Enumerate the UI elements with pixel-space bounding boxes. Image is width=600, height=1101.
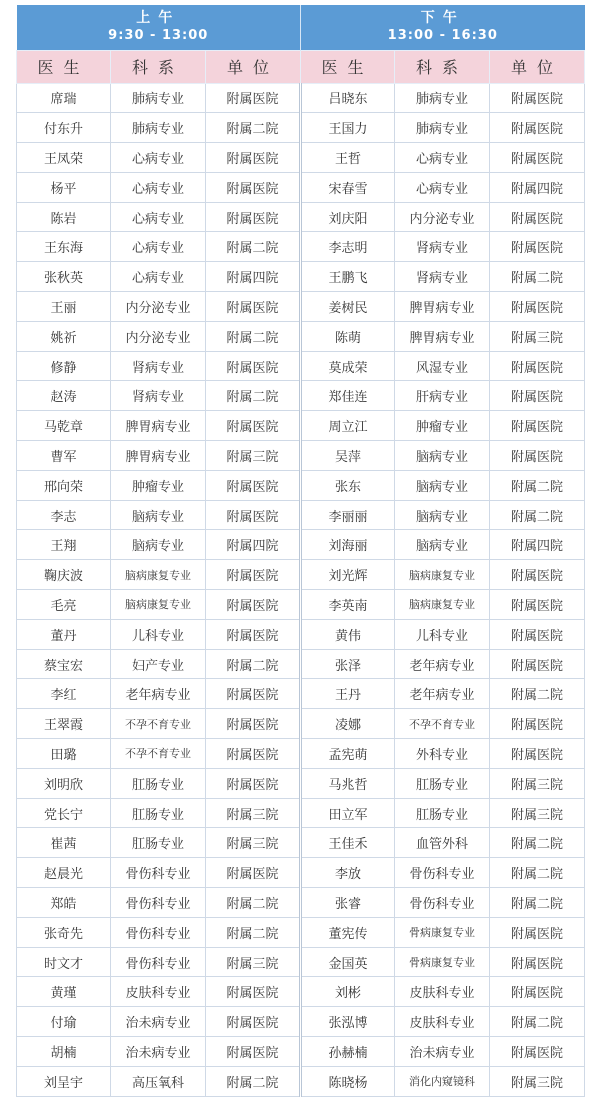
afternoon-department-cell: 肾病专业 xyxy=(395,262,490,292)
morning-department-cell: 肺病专业 xyxy=(111,83,206,113)
afternoon-hospital-cell: 附属四院 xyxy=(490,530,585,560)
afternoon-doctor-cell: 陈晓杨 xyxy=(301,1066,395,1096)
afternoon-hospital-cell: 附属三院 xyxy=(490,1066,585,1096)
morning-hospital-cell: 附属医院 xyxy=(206,83,301,113)
table-row xyxy=(17,828,585,858)
table-row xyxy=(17,411,585,441)
table-row xyxy=(17,1037,585,1067)
afternoon-department-cell: 脑病专业 xyxy=(395,470,490,500)
afternoon-hospital-cell: 附属二院 xyxy=(490,888,585,918)
afternoon-hospital-cell: 附属医院 xyxy=(490,619,585,649)
morning-doctor-cell: 王东海 xyxy=(17,232,111,262)
morning-department-cell: 老年病专业 xyxy=(111,679,206,709)
afternoon-department-cell: 肛肠专业 xyxy=(395,768,490,798)
table-row xyxy=(17,172,585,202)
morning-doctor-cell: 付瑜 xyxy=(17,1007,111,1037)
morning-hospital-cell: 附属四院 xyxy=(206,262,301,292)
afternoon-department-cell: 脾胃病专业 xyxy=(395,292,490,322)
afternoon-doctor-cell: 李英南 xyxy=(301,590,395,620)
afternoon-doctor-cell: 张泽 xyxy=(301,649,395,679)
morning-department-cell: 心病专业 xyxy=(111,232,206,262)
morning-doctor-cell: 席瑞 xyxy=(17,83,111,113)
afternoon-department-cell: 老年病专业 xyxy=(395,679,490,709)
morning-department-cell: 骨伤科专业 xyxy=(111,888,206,918)
morning-doctor-cell: 刘呈宇 xyxy=(17,1066,111,1096)
morning-doctor-cell: 邢向荣 xyxy=(17,470,111,500)
table-row xyxy=(17,858,585,888)
morning-period-header xyxy=(17,5,301,50)
afternoon-department-cell: 肾病专业 xyxy=(395,232,490,262)
afternoon-doctor-cell: 李志明 xyxy=(301,232,395,262)
morning-hospital-cell: 附属二院 xyxy=(206,1066,301,1096)
afternoon-hospital-cell: 附属医院 xyxy=(490,709,585,739)
afternoon-doctor-cell: 刘庆阳 xyxy=(301,202,395,232)
table-row xyxy=(17,739,585,769)
column-header-doctor: 医生 xyxy=(301,50,395,83)
morning-doctor-cell: 黄瑾 xyxy=(17,977,111,1007)
morning-doctor-cell: 董丹 xyxy=(17,619,111,649)
afternoon-department-cell: 脑病康复专业 xyxy=(395,560,490,590)
morning-hospital-cell: 附属医院 xyxy=(206,172,301,202)
morning-doctor-cell: 王翠霞 xyxy=(17,709,111,739)
table-row xyxy=(17,202,585,232)
morning-department-cell: 心病专业 xyxy=(111,172,206,202)
afternoon-doctor-cell: 李放 xyxy=(301,858,395,888)
table-row xyxy=(17,500,585,530)
afternoon-hospital-cell: 附属医院 xyxy=(490,351,585,381)
afternoon-doctor-cell: 王鹏飞 xyxy=(301,262,395,292)
afternoon-doctor-cell: 吕晓东 xyxy=(301,83,395,113)
morning-department-cell: 皮肤科专业 xyxy=(111,977,206,1007)
morning-doctor-cell: 赵晨光 xyxy=(17,858,111,888)
morning-department-cell: 不孕不育专业 xyxy=(111,739,206,769)
column-header-doctor: 医生 xyxy=(17,50,111,83)
afternoon-hospital-cell: 附属医院 xyxy=(490,917,585,947)
afternoon-doctor-cell: 莫成荣 xyxy=(301,351,395,381)
afternoon-hospital-cell: 附属医院 xyxy=(490,441,585,471)
morning-department-cell: 脑病专业 xyxy=(111,530,206,560)
morning-department-cell: 肺病专业 xyxy=(111,113,206,143)
morning-doctor-cell: 蔡宝宏 xyxy=(17,649,111,679)
morning-doctor-cell: 张奇先 xyxy=(17,917,111,947)
morning-hospital-cell: 附属三院 xyxy=(206,441,301,471)
morning-doctor-cell: 杨平 xyxy=(17,172,111,202)
morning-department-cell: 治未病专业 xyxy=(111,1007,206,1037)
afternoon-hospital-cell: 附属医院 xyxy=(490,560,585,590)
table-row xyxy=(17,977,585,1007)
afternoon-doctor-cell: 郑佳连 xyxy=(301,381,395,411)
afternoon-doctor-cell: 凌娜 xyxy=(301,709,395,739)
morning-department-cell: 高压氧科 xyxy=(111,1066,206,1096)
morning-hospital-cell: 附属医院 xyxy=(206,500,301,530)
afternoon-doctor-cell: 刘彬 xyxy=(301,977,395,1007)
morning-department-cell: 心病专业 xyxy=(111,262,206,292)
afternoon-time: 13:00 - 16:30 xyxy=(387,28,498,44)
table-row xyxy=(17,888,585,918)
morning-hospital-cell: 附属二院 xyxy=(206,917,301,947)
morning-department-cell: 脾胃病专业 xyxy=(111,441,206,471)
table-row xyxy=(17,560,585,590)
morning-department-cell: 肾病专业 xyxy=(111,351,206,381)
morning-department-cell: 脑病康复专业 xyxy=(111,560,206,590)
table-row xyxy=(17,1066,585,1096)
table-row xyxy=(17,262,585,292)
afternoon-doctor-cell: 田立军 xyxy=(301,798,395,828)
afternoon-doctor-cell: 黄伟 xyxy=(301,619,395,649)
afternoon-department-cell: 骨病康复专业 xyxy=(395,947,490,977)
afternoon-doctor-cell: 姜树民 xyxy=(301,292,395,322)
morning-hospital-cell: 附属医院 xyxy=(206,1037,301,1067)
afternoon-department-cell: 皮肤科专业 xyxy=(395,977,490,1007)
clinic-schedule-table xyxy=(16,5,585,1097)
afternoon-department-cell: 消化内窥镜科 xyxy=(395,1066,490,1096)
afternoon-department-cell: 皮肤科专业 xyxy=(395,1007,490,1037)
morning-doctor-cell: 马乾章 xyxy=(17,411,111,441)
afternoon-department-cell: 脑病专业 xyxy=(395,441,490,471)
schedule-body xyxy=(17,83,585,1096)
afternoon-department-cell: 儿科专业 xyxy=(395,619,490,649)
table-row xyxy=(17,470,585,500)
column-header-hospital: 单位 xyxy=(206,50,301,83)
table-row xyxy=(17,83,585,113)
morning-hospital-cell: 附属二院 xyxy=(206,321,301,351)
afternoon-hospital-cell: 附属三院 xyxy=(490,321,585,351)
afternoon-hospital-cell: 附属医院 xyxy=(490,1037,585,1067)
morning-doctor-cell: 张秋英 xyxy=(17,262,111,292)
morning-doctor-cell: 毛亮 xyxy=(17,590,111,620)
morning-hospital-cell: 附属医院 xyxy=(206,679,301,709)
morning-hospital-cell: 附属医院 xyxy=(206,202,301,232)
afternoon-doctor-cell: 王佳禾 xyxy=(301,828,395,858)
afternoon-doctor-cell: 马兆哲 xyxy=(301,768,395,798)
morning-hospital-cell: 附属四院 xyxy=(206,530,301,560)
morning-department-cell: 脾胃病专业 xyxy=(111,411,206,441)
afternoon-department-cell: 内分泌专业 xyxy=(395,202,490,232)
morning-doctor-cell: 陈岩 xyxy=(17,202,111,232)
morning-time: 9:30 - 13:00 xyxy=(108,28,209,44)
morning-department-cell: 肛肠专业 xyxy=(111,828,206,858)
afternoon-department-cell: 肿瘤专业 xyxy=(395,411,490,441)
morning-hospital-cell: 附属医院 xyxy=(206,709,301,739)
morning-hospital-cell: 附属医院 xyxy=(206,977,301,1007)
afternoon-hospital-cell: 附属二院 xyxy=(490,679,585,709)
afternoon-hospital-cell: 附属医院 xyxy=(490,590,585,620)
morning-hospital-cell: 附属医院 xyxy=(206,858,301,888)
afternoon-department-cell: 治未病专业 xyxy=(395,1037,490,1067)
column-header-department: 科系 xyxy=(111,50,206,83)
morning-doctor-cell: 赵涛 xyxy=(17,381,111,411)
morning-hospital-cell: 附属医院 xyxy=(206,768,301,798)
afternoon-hospital-cell: 附属二院 xyxy=(490,828,585,858)
morning-doctor-cell: 鞠庆波 xyxy=(17,560,111,590)
table-row xyxy=(17,679,585,709)
afternoon-hospital-cell: 附属医院 xyxy=(490,649,585,679)
afternoon-doctor-cell: 金国英 xyxy=(301,947,395,977)
morning-doctor-cell: 田璐 xyxy=(17,739,111,769)
afternoon-hospital-cell: 附属二院 xyxy=(490,470,585,500)
afternoon-hospital-cell: 附属医院 xyxy=(490,947,585,977)
afternoon-hospital-cell: 附属医院 xyxy=(490,292,585,322)
table-row xyxy=(17,381,585,411)
morning-hospital-cell: 附属医院 xyxy=(206,560,301,590)
morning-doctor-cell: 王凤荣 xyxy=(17,143,111,173)
afternoon-hospital-cell: 附属医院 xyxy=(490,113,585,143)
afternoon-hospital-cell: 附属二院 xyxy=(490,858,585,888)
afternoon-hospital-cell: 附属四院 xyxy=(490,172,585,202)
morning-department-cell: 心病专业 xyxy=(111,143,206,173)
afternoon-hospital-cell: 附属医院 xyxy=(490,143,585,173)
morning-department-cell: 内分泌专业 xyxy=(111,292,206,322)
morning-doctor-cell: 李红 xyxy=(17,679,111,709)
morning-doctor-cell: 胡楠 xyxy=(17,1037,111,1067)
morning-hospital-cell: 附属医院 xyxy=(206,351,301,381)
afternoon-hospital-cell: 附属医院 xyxy=(490,411,585,441)
morning-department-cell: 儿科专业 xyxy=(111,619,206,649)
morning-doctor-cell: 党长宁 xyxy=(17,798,111,828)
morning-department-cell: 脑病专业 xyxy=(111,500,206,530)
afternoon-department-cell: 风湿专业 xyxy=(395,351,490,381)
afternoon-doctor-cell: 董宪传 xyxy=(301,917,395,947)
table-row xyxy=(17,113,585,143)
table-row xyxy=(17,530,585,560)
afternoon-hospital-cell: 附属医院 xyxy=(490,83,585,113)
afternoon-doctor-cell: 张睿 xyxy=(301,888,395,918)
table-row xyxy=(17,351,585,381)
afternoon-department-cell: 不孕不育专业 xyxy=(395,709,490,739)
morning-hospital-cell: 附属二院 xyxy=(206,649,301,679)
table-row xyxy=(17,143,585,173)
afternoon-department-cell: 肺病专业 xyxy=(395,113,490,143)
table-row xyxy=(17,1007,585,1037)
afternoon-doctor-cell: 刘光辉 xyxy=(301,560,395,590)
morning-department-cell: 妇产专业 xyxy=(111,649,206,679)
morning-label: 上午 xyxy=(136,10,181,27)
afternoon-hospital-cell: 附属二院 xyxy=(490,1007,585,1037)
morning-department-cell: 肛肠专业 xyxy=(111,798,206,828)
afternoon-doctor-cell: 王国力 xyxy=(301,113,395,143)
morning-hospital-cell: 附属医院 xyxy=(206,619,301,649)
morning-doctor-cell: 李志 xyxy=(17,500,111,530)
morning-hospital-cell: 附属二院 xyxy=(206,888,301,918)
afternoon-hospital-cell: 附属医院 xyxy=(490,232,585,262)
morning-doctor-cell: 付东升 xyxy=(17,113,111,143)
afternoon-doctor-cell: 张东 xyxy=(301,470,395,500)
morning-hospital-cell: 附属医院 xyxy=(206,411,301,441)
table-row xyxy=(17,917,585,947)
morning-doctor-cell: 刘明欣 xyxy=(17,768,111,798)
afternoon-department-cell: 肺病专业 xyxy=(395,83,490,113)
table-row xyxy=(17,292,585,322)
afternoon-hospital-cell: 附属医院 xyxy=(490,202,585,232)
afternoon-department-cell: 血管外科 xyxy=(395,828,490,858)
table-row xyxy=(17,768,585,798)
afternoon-doctor-cell: 周立江 xyxy=(301,411,395,441)
table-row xyxy=(17,590,585,620)
morning-department-cell: 不孕不育专业 xyxy=(111,709,206,739)
table-row xyxy=(17,649,585,679)
morning-hospital-cell: 附属医院 xyxy=(206,590,301,620)
morning-department-cell: 骨伤科专业 xyxy=(111,947,206,977)
morning-doctor-cell: 姚祈 xyxy=(17,321,111,351)
morning-hospital-cell: 附属二院 xyxy=(206,232,301,262)
period-header-row xyxy=(17,5,585,50)
morning-doctor-cell: 时文才 xyxy=(17,947,111,977)
afternoon-doctor-cell: 孟宪萌 xyxy=(301,739,395,769)
afternoon-department-cell: 脑病专业 xyxy=(395,500,490,530)
afternoon-doctor-cell: 李丽丽 xyxy=(301,500,395,530)
afternoon-doctor-cell: 陈萌 xyxy=(301,321,395,351)
morning-doctor-cell: 王丽 xyxy=(17,292,111,322)
table-row xyxy=(17,232,585,262)
column-header-department: 科系 xyxy=(395,50,490,83)
afternoon-department-cell: 肝病专业 xyxy=(395,381,490,411)
afternoon-doctor-cell: 王哲 xyxy=(301,143,395,173)
morning-hospital-cell: 附属医院 xyxy=(206,292,301,322)
afternoon-doctor-cell: 王丹 xyxy=(301,679,395,709)
afternoon-department-cell: 脑病康复专业 xyxy=(395,590,490,620)
morning-hospital-cell: 附属医院 xyxy=(206,739,301,769)
afternoon-doctor-cell: 张泓博 xyxy=(301,1007,395,1037)
morning-hospital-cell: 附属三院 xyxy=(206,947,301,977)
afternoon-doctor-cell: 宋春雪 xyxy=(301,172,395,202)
table-row xyxy=(17,321,585,351)
afternoon-department-cell: 脑病专业 xyxy=(395,530,490,560)
morning-doctor-cell: 崔茜 xyxy=(17,828,111,858)
morning-hospital-cell: 附属三院 xyxy=(206,798,301,828)
afternoon-hospital-cell: 附属医院 xyxy=(490,381,585,411)
table-row xyxy=(17,798,585,828)
afternoon-period-header xyxy=(301,5,585,50)
afternoon-hospital-cell: 附属医院 xyxy=(490,739,585,769)
afternoon-hospital-cell: 附属三院 xyxy=(490,798,585,828)
morning-doctor-cell: 郑皓 xyxy=(17,888,111,918)
morning-doctor-cell: 王翔 xyxy=(17,530,111,560)
afternoon-doctor-cell: 孙赫楠 xyxy=(301,1037,395,1067)
afternoon-doctor-cell: 吴萍 xyxy=(301,441,395,471)
afternoon-hospital-cell: 附属二院 xyxy=(490,500,585,530)
morning-department-cell: 骨伤科专业 xyxy=(111,858,206,888)
morning-department-cell: 脑病康复专业 xyxy=(111,590,206,620)
morning-doctor-cell: 修静 xyxy=(17,351,111,381)
morning-department-cell: 心病专业 xyxy=(111,202,206,232)
table-row xyxy=(17,441,585,471)
morning-department-cell: 内分泌专业 xyxy=(111,321,206,351)
afternoon-department-cell: 外科专业 xyxy=(395,739,490,769)
column-header-row xyxy=(17,50,585,83)
morning-hospital-cell: 附属医院 xyxy=(206,143,301,173)
morning-department-cell: 肛肠专业 xyxy=(111,768,206,798)
afternoon-department-cell: 脾胃病专业 xyxy=(395,321,490,351)
morning-department-cell: 治未病专业 xyxy=(111,1037,206,1067)
table-row xyxy=(17,619,585,649)
morning-hospital-cell: 附属二院 xyxy=(206,113,301,143)
morning-hospital-cell: 附属医院 xyxy=(206,470,301,500)
morning-department-cell: 骨伤科专业 xyxy=(111,917,206,947)
afternoon-department-cell: 心病专业 xyxy=(395,172,490,202)
morning-department-cell: 肿瘤专业 xyxy=(111,470,206,500)
morning-doctor-cell: 曹军 xyxy=(17,441,111,471)
afternoon-department-cell: 心病专业 xyxy=(395,143,490,173)
morning-hospital-cell: 附属三院 xyxy=(206,828,301,858)
afternoon-hospital-cell: 附属医院 xyxy=(490,977,585,1007)
table-row xyxy=(17,709,585,739)
morning-department-cell: 肾病专业 xyxy=(111,381,206,411)
afternoon-hospital-cell: 附属三院 xyxy=(490,768,585,798)
afternoon-label: 下午 xyxy=(420,10,465,27)
afternoon-department-cell: 老年病专业 xyxy=(395,649,490,679)
morning-hospital-cell: 附属二院 xyxy=(206,381,301,411)
afternoon-hospital-cell: 附属二院 xyxy=(490,262,585,292)
afternoon-department-cell: 肛肠专业 xyxy=(395,798,490,828)
afternoon-department-cell: 骨病康复专业 xyxy=(395,917,490,947)
afternoon-doctor-cell: 刘海丽 xyxy=(301,530,395,560)
afternoon-department-cell: 骨伤科专业 xyxy=(395,858,490,888)
column-header-hospital: 单位 xyxy=(490,50,585,83)
table-row xyxy=(17,947,585,977)
afternoon-department-cell: 骨伤科专业 xyxy=(395,888,490,918)
morning-hospital-cell: 附属医院 xyxy=(206,1007,301,1037)
